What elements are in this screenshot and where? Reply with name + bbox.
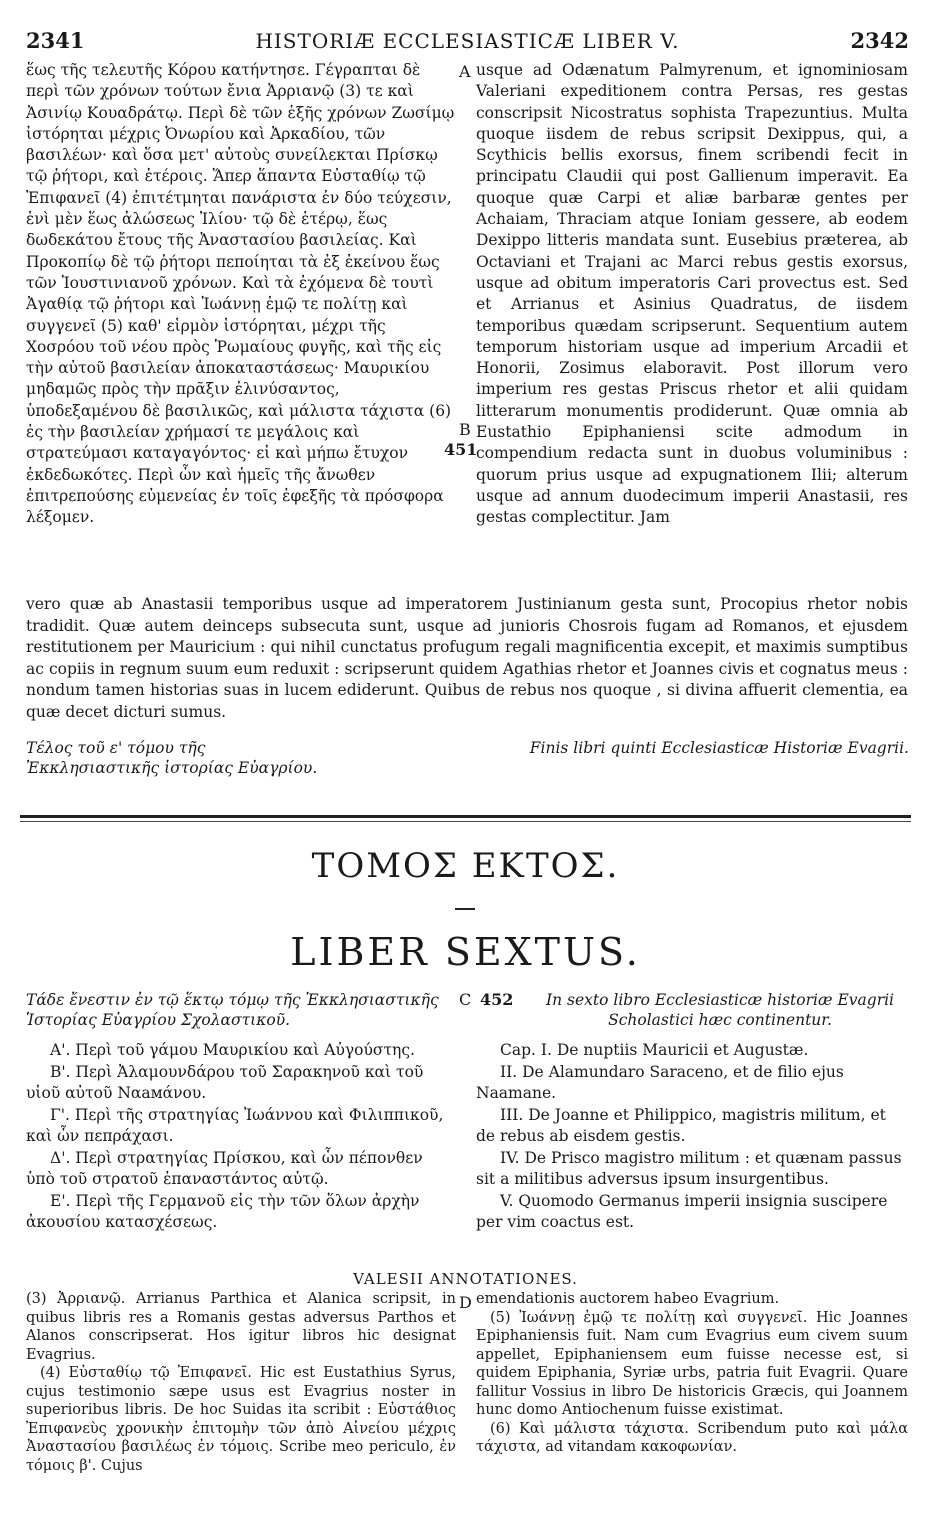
greek-text-top: ἕως τῆς τελευτῆς Κόρου κατήντησε. Γέγραπται δὲ περὶ τῶν χρόνων τούτων ἔνια Ἀρριανῷ (3) τε καὶ Ἀσινίῳ Κουαδράτῳ. Περὶ δὲ τῶν ἑξῆς χρόνων Ζωσίμῳ ἱστόρηται μέχρις Ὀνωρίου καὶ Ἀρκαδίου, τῶν βασιλέων· καὶ ὅσα μετ' αὐτοὺς συνείλεκται Πρίσκῳ τῷ ῥήτορι, καὶ ἑτέροις. Ἅπερ ἅπαντα Εὐσταθίῳ τῷ Ἐπιφανεῖ (4) ἐπιτέτμηται πανάριστα ἐν δύο τεύχεσιν, ἑνὶ μὲν ἕως ἁλώσεως Ἰλίου· τῷ δὲ ἑτέρῳ, ἕως δωδεκάτου ἔτους τῆς Ἀναστασίου βασιλείας. Καὶ Προκοπίῳ δὲ τῷ ῥήτορι πεποίηται τὰ ἐξ ἐκείνου ἕως τῶν Ἰουστινιανοῦ χρόνων. Καὶ τὰ ἐχόμενα δὲ τουτὶ Ἀγαθίᾳ τῷ ῥήτορι καὶ Ἰωάννῃ ἐμῷ τε πολίτῃ καὶ συγγενεῖ (5) καθ' εἱρμὸν ἱστόρηται, μέχρι τῆς Χοσρόου τοῦ νέου πρὸς Ῥωμαίους φυγῆς, καὶ τῆς εἰς τὴν αὐτοῦ βασιλείαν ἀποκαταστάσεως· Μαυρικίου μηδαμῶς πρὸς τὴν πρᾶξιν ἐλινύσαντος, ὑποδεξαμένου δὲ βασιλικῶς, καὶ μάλιστα τάχιστα (6) ἐς τὴν βασιλείαν χρήμασί τε μεγάλοις καὶ στρατεύμασι καταγαγόντος· εἰ καὶ μήπω ἔτυχον ἐκδεδωκότες. Περὶ ὧν καὶ ἡμεῖς τῆς ἄνωθεν ἐπιτρεπούσης εὐμενείας ἐν τοῖς ἐφεξῆς τὰ πρόσφορα λέξομεν. [26,61,455,527]
margin-marker-a: A [459,62,471,81]
page-header [26,28,909,58]
toc-latin-entry: II. De Alamundaro Saraceno, et de filio ejus Naamane. [476,1062,844,1102]
toc-greek-entry: Β'. Περὶ Ἀλαμουνδάρου τοῦ Σαρακηνοῦ καὶ τοῦ υἱοῦ αὐτοῦ Ναамάνου. [26,1062,424,1102]
column-ref-451: 451 [444,440,478,459]
toc-latin-entry: V. Quomodo Germanus imperii insignia suscipere per vim coactus est. [476,1191,888,1231]
section-rule [20,815,911,818]
toc-greek [26,1040,456,1234]
margin-marker-c: C [459,990,472,1009]
finis-greek: Τέλος τοῦ ε' τόμου τῆς Ἐκκλησιαστικῆς ἱστορίας Εὐαγρίου. [26,739,318,777]
finis-row [26,738,909,778]
toc-latin [476,1040,908,1234]
tomos-title: ΤΟΜΟΣ ΕΚΤΟΣ. [311,846,620,886]
toc-greek-entry: Ε'. Περὶ τῆς Γερμανοῦ εἰς τὴν τῶν ὅλων ἀρχὴν ἀκουσίου κατασχέσεως. [26,1191,420,1231]
margin-marker-d: D [459,1293,472,1312]
liber-title: LIBER SEXTUS. [290,930,641,974]
toc-greek-entry: Γ'. Περὶ τῆς στρατηγίας Ἰωάννου καὶ Φιλιππικοῦ, καὶ ὧν πεπράχασι. [26,1105,444,1145]
toc-heading-greek: Τάδε ἔνεστιν ἐν τῷ ἕκτῳ τόμῳ τῆς Ἐκκλησιαστικῆς Ἱστορίας Εὐαγρίου Σχολαστικοῦ. [26,991,439,1029]
toc-greek-entry: Δ'. Περὶ στρατηγίας Πρίσκου, καὶ ὧν πέπονθεν ὑπὸ τοῦ στρατοῦ ἐπαναστάντος αὐτῷ. [26,1148,423,1188]
annotation-note: (5) Ἰωάννῃ ἐμῷ τε πολίτῃ καὶ συγγενεῖ. Hic Joannes Epiphaniensis fuit. Nam cum Evagrius eum civem suum appellet, Epiphaniensem eum fuisse necesse est, si quidem Epiphania, Syriæ urbs, patria fuit Evagrii. Quare fallitur Vossius in libro De historicis Græcis, qui Joannem hunc domo Antiochenum fuisse existimat. [476,1309,908,1418]
toc-latin-entry: Cap. I. De nuptiis Mauricii et Augustæ. [500,1041,809,1059]
annotation-note: (4) Εὐσταθίῳ τῷ Ἐπιφανεῖ. Hic est Eustathius Syrus, cujus testimonio sæpe usus est Evagrius noster in superioribus libris. De hoc Suidas ita scribit : Εὐστάθιος Ἐπιφανεὺς χρονικὴν ἐπιτομὴν τῶν ἀπὸ Αἰνείου μέχρις Ἀναστασίου βασιλέως ἐν τόμοις. Scribe meo periculo, ἐν τόμοις β'. Cujus [26,1365,456,1474]
section-rule-thin [20,821,911,822]
finis-latin: Finis libri quinti Ecclesiasticæ Historiæ Evagrii. [529,739,909,757]
toc-greek-entry: Α'. Περὶ τοῦ γάμου Μαυρικίου καὶ Αὐγούστης. [50,1041,415,1059]
column-ref-452: 452 [480,990,514,1009]
title-dash [455,908,475,910]
annotations-title: VALESII ANNOTATIONES. [353,1270,578,1288]
column-number-right: 2342 [850,28,909,53]
annotations-left [26,1290,456,1475]
annotations-right [476,1290,908,1457]
margin-marker-b: B [459,420,471,439]
running-title: HISTORIÆ ECCLESIASTICÆ LIBER V. [255,29,680,53]
annotation-note: (3) Ἀρριανῷ. Arrianus Parthica et Alanica scripsit, in quibus libris res a Romanis gestas adversus Parthos et Alanos conscripserat. Hos igitur libros hic designat Evagrius. [26,1291,456,1363]
annotation-note: emendationis auctorem habeo Evagrium. [476,1291,780,1307]
annotation-note: (6) Καὶ μάλιστα τάχιστα. Scribendum puto καὶ μάλα τάχιστα, ad vitandam κακοφωνίαν. [476,1420,908,1455]
latin-text-full-width: vero quæ ab Anastasii temporibus usque ad imperatorem Justinianum gesta sunt, Procopius rhetor nobis tradidit. Quæ autem deinceps subsecuta sunt, usque ad junioris Chosrois fugam ad Romanos, et ejusdem restitutionem per Mauricium : qui nihil cunctatus profugum regali magnificentia excepit, et maximis sumptibus ac copiis in regnum suum eum reduxit : scripserunt quidem Agathias rhetor et Joannes civis et cognatus meus : nondum tamen historias suas in lucem ediderunt. Quibus de rebus nos quoque , si divina affuerit clementia, ea quæ decet dicturi sumus. [26,595,908,721]
toc-heading-latin: In sexto libro Ecclesiasticæ historiæ Evagrii Scholastici hæc continentur. [545,991,895,1029]
latin-text-top: usque ad Odænatum Palmyrenum, et ignominiosam Valeriani expeditionem contra Persas, res gestas conscripsit Nicostratus sophista Trapezuntius. Multa quoque iisdem de rebus scripsit Dexippus, qui, a Scythicis bellis exorsus, finem scribendi fecit in principatu Claudii qui post Gallienum imperavit. Ea quoque quæ Carpi et aliæ barbaræ gentes per Achaiam, Thraciam atque Ioniam gessere, ab eodem Dexippo litteris mandata sunt. Eusebius præterea, ab Octaviani et Trajani ac Marci rebus gestis exorsus, usque ad obitum imperatoris Cari provectus est. Sed et Arrianus et Asinius Quadratus, de iisdem temporibus quædam scripserunt. Sequentium autem temporum historiam usque ad imperium Arcadii et Honorii, Zosimus elaboravit. Post illorum vero imperium res gestas Priscus rhetor et alii quidam litterarum monumentis prodiderunt. Quæ omnia ab Eustathio Epiphaniensi scite admodum in compendium redacta sunt in duobus voluminibus : quorum prius usque ad expugnationem Ilii; alterum usque ad annum duodecimum imperii Anastasii, res gestas complectitur. Jam [476,61,908,527]
toc-latin-entry: III. De Joanne et Philippico, magistris militum, et de rebus ab eisdem gestis. [476,1105,886,1145]
toc-latin-entry: IV. De Prisco magistro militum : et quænam passus sit a militibus adversus ipsum insurgentibus. [476,1148,902,1188]
column-number-left: 2341 [26,28,85,53]
